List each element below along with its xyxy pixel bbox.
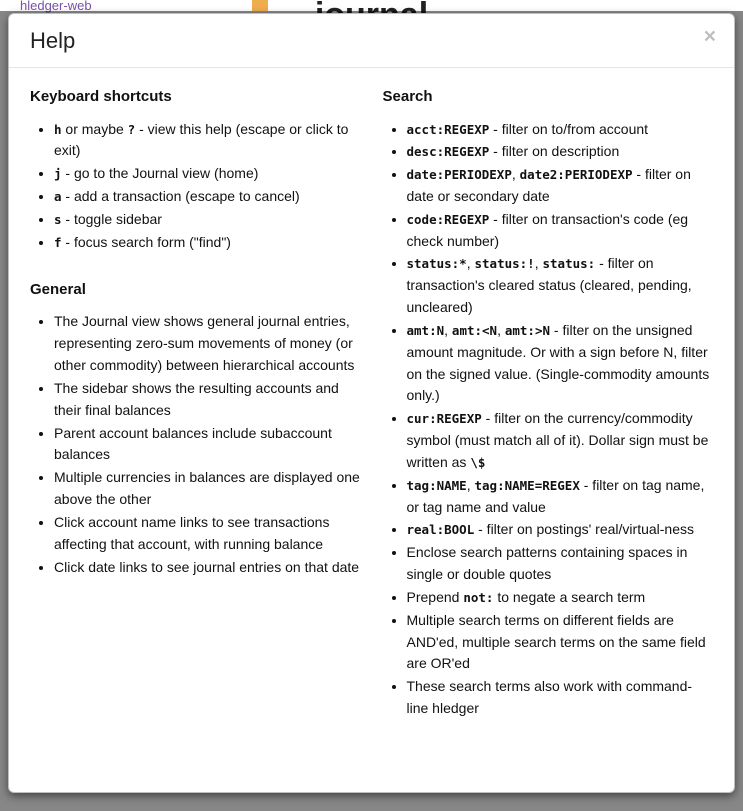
plain-text: Parent account balances include subaccount balances bbox=[54, 424, 332, 463]
code-text: tag:NAME=REGEX bbox=[474, 477, 580, 493]
help-item bbox=[54, 311, 361, 377]
section-heading: Search bbox=[382, 88, 433, 105]
help-item bbox=[407, 586, 714, 609]
help-item bbox=[54, 185, 361, 208]
plain-text: - filter on the currency/commodity symbol (must match all of it). Dollar sign must be written as bbox=[406, 410, 709, 470]
plain-text: or maybe bbox=[61, 120, 128, 137]
help-item bbox=[407, 141, 714, 164]
code-text: acct:REGEXP bbox=[406, 121, 490, 137]
code-text: j bbox=[54, 166, 62, 182]
code-text: a bbox=[54, 188, 62, 204]
help-item bbox=[407, 118, 714, 141]
code-text: status:! bbox=[474, 256, 535, 272]
code-text: status: bbox=[542, 256, 596, 272]
help-modal bbox=[8, 13, 735, 793]
plain-text: - filter on postings' real/virtual-ness bbox=[474, 521, 694, 538]
plain-text: , bbox=[466, 255, 475, 272]
plain-text: - filter on the unsigned amount magnitude. Or with a sign before N, filter on the signed value. (Single-commodity amounts only.) bbox=[406, 321, 710, 404]
plain-text: - filter on to/from account bbox=[489, 120, 649, 137]
plain-text: - add a transaction (escape to cancel) bbox=[61, 187, 300, 204]
help-item bbox=[54, 511, 361, 556]
plain-text: , bbox=[511, 166, 520, 183]
plain-text: , bbox=[466, 476, 475, 493]
help-list bbox=[30, 118, 361, 254]
code-text: \$ bbox=[470, 454, 486, 470]
help-item bbox=[407, 253, 714, 319]
plain-text: - focus search form ("find") bbox=[61, 233, 231, 250]
modal-header bbox=[9, 14, 734, 68]
plain-text: Enclose search patterns containing spaces in single or double quotes bbox=[406, 544, 688, 583]
plain-text: The sidebar shows the resulting accounts and their final balances bbox=[54, 379, 339, 418]
help-item bbox=[407, 319, 714, 407]
help-item bbox=[407, 676, 714, 721]
code-text: f bbox=[54, 234, 62, 250]
code-text: ? bbox=[127, 121, 136, 137]
plain-text: The Journal view shows general journal entries, representing zero-sum movements of money (or other commodity) between hierarchical accounts bbox=[54, 313, 355, 374]
plain-text: , bbox=[444, 321, 452, 338]
code-text: not: bbox=[463, 589, 494, 605]
left-column bbox=[30, 88, 361, 720]
code-text: desc:REGEXP bbox=[406, 144, 490, 160]
help-item bbox=[407, 519, 714, 542]
plain-text: to negate a search term bbox=[493, 588, 646, 605]
plain-text: - go to the Journal view (home) bbox=[61, 165, 259, 182]
help-item bbox=[407, 164, 714, 209]
plain-text: , bbox=[497, 321, 505, 338]
brand-link[interactable]: hledger-web bbox=[20, 0, 92, 13]
code-text: status:* bbox=[406, 256, 467, 272]
help-item bbox=[54, 377, 361, 422]
help-item bbox=[407, 542, 714, 587]
plain-text: These search terms also work with command-line hledger bbox=[406, 678, 693, 717]
modal-body bbox=[9, 68, 734, 730]
code-text: cur:REGEXP bbox=[406, 411, 482, 427]
plain-text: - view this help (escape or click to exit) bbox=[54, 120, 349, 159]
code-text: tag:NAME bbox=[406, 477, 467, 493]
help-item bbox=[54, 231, 361, 254]
help-item bbox=[54, 208, 361, 231]
code-text: real:BOOL bbox=[406, 522, 475, 538]
plain-text: Click date links to see journal entries on that date bbox=[54, 558, 360, 575]
code-text: amt:N bbox=[406, 322, 445, 338]
plain-text: - toggle sidebar bbox=[61, 210, 162, 227]
code-text: date:PERIODEXP bbox=[406, 167, 512, 183]
plain-text: Multiple search terms on different fields are AND'ed, multiple search terms on the same field are OR'ed bbox=[406, 611, 706, 672]
help-item bbox=[54, 556, 361, 579]
plain-text: Click account name links to see transactions affecting that account, with running balance bbox=[54, 513, 330, 552]
help-item bbox=[407, 474, 714, 519]
code-text: amt:>N bbox=[504, 322, 551, 338]
help-item bbox=[54, 163, 361, 186]
help-item bbox=[407, 609, 714, 675]
plain-text: Prepend bbox=[406, 588, 464, 605]
plain-text: - filter on transaction's cleared status (cleared, pending, uncleared) bbox=[406, 255, 692, 316]
help-list bbox=[383, 118, 714, 720]
plain-text: - filter on tag name, or tag name and value bbox=[406, 476, 705, 515]
help-list bbox=[30, 311, 361, 579]
code-text: s bbox=[54, 211, 62, 227]
help-item bbox=[54, 467, 361, 512]
help-item bbox=[407, 208, 714, 253]
modal-title: Help bbox=[30, 28, 76, 53]
close-icon[interactable]: × bbox=[700, 24, 720, 49]
code-text: h bbox=[54, 121, 62, 137]
help-item bbox=[407, 408, 714, 474]
code-text: amt:<N bbox=[451, 322, 498, 338]
section-heading: General bbox=[30, 280, 86, 298]
help-item bbox=[54, 422, 361, 467]
section-heading: Keyboard shortcuts bbox=[30, 88, 172, 105]
right-column bbox=[383, 88, 714, 720]
plain-text: - filter on date or secondary date bbox=[406, 166, 691, 204]
plain-text: Multiple currencies in balances are displayed one above the other bbox=[54, 469, 360, 508]
code-text: code:REGEXP bbox=[406, 211, 490, 227]
plain-text: - filter on description bbox=[489, 143, 620, 160]
plain-text: , bbox=[534, 255, 543, 272]
help-item bbox=[54, 118, 361, 163]
code-text: date2:PERIODEXP bbox=[519, 167, 633, 183]
plain-text: - filter on transaction's code (eg check number) bbox=[406, 210, 689, 249]
